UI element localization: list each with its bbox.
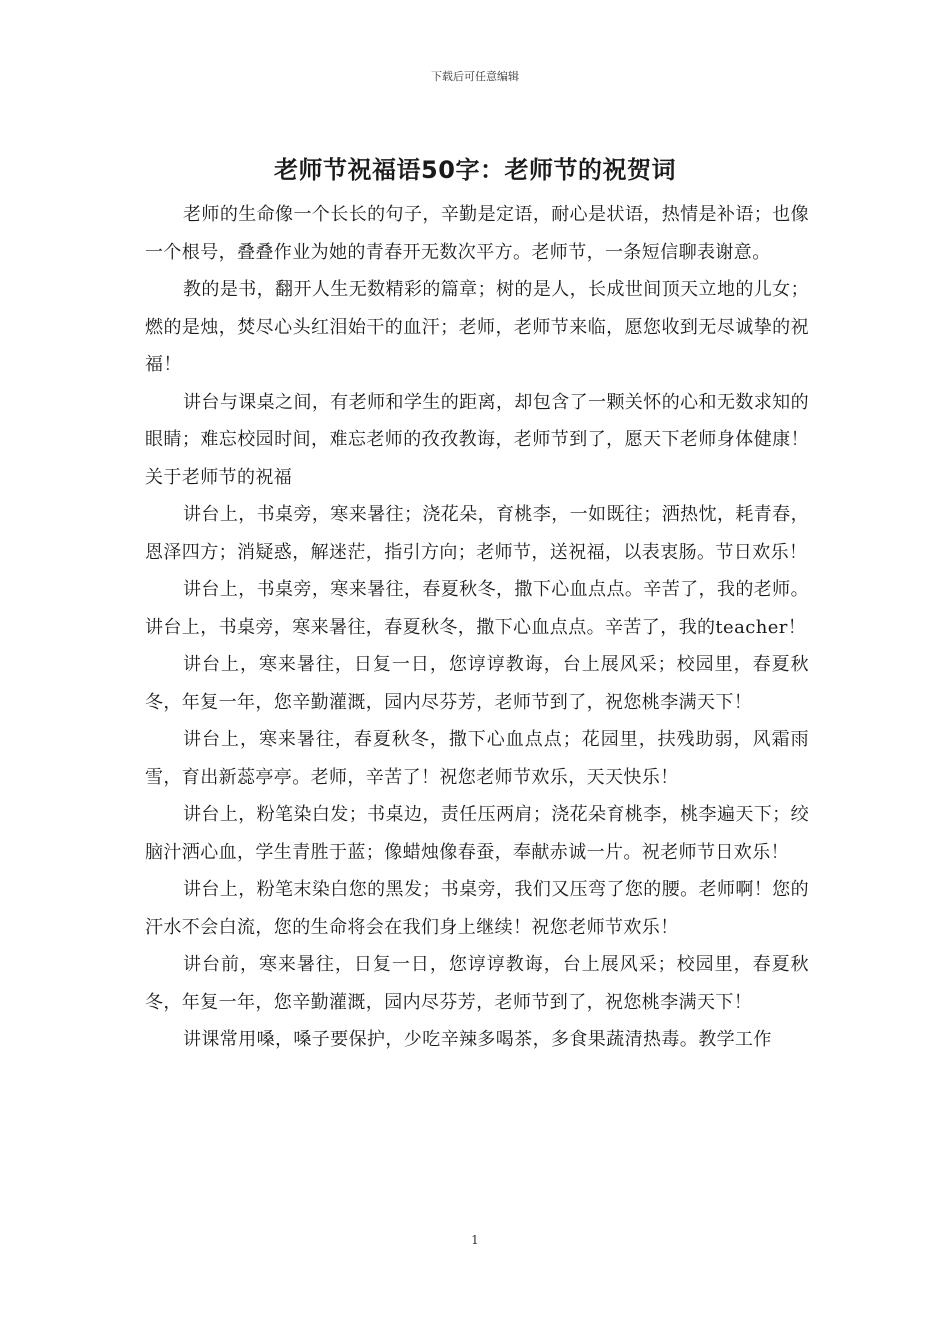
document-body [145,196,809,1059]
header-note: 下载后可任意编辑 [431,70,519,83]
paragraph: 讲台上，寒来暑往，春夏秋冬，撒下心血点点；花园里，扶残助弱，风霜雨雪，育出新蕊亭亭。老师，辛苦了！祝您老师节欢乐，天天快乐！ [145,729,809,788]
paragraph: 讲课常用嗓，嗓子要保护，少吃辛辣多喝茶，多食果蔬清热毒。教学工作 [183,1029,772,1050]
page-number: 1 [471,1233,479,1247]
paragraph: 老师的生命像一个长长的句子，辛勤是定语，耐心是状语，热情是补语；也像一个根号，叠叠作业为她的青春开无数次平方。老师节，一条短信聊表谢意。 [145,204,809,263]
paragraph: 讲台上，粉笔末染白您的黑发；书桌旁，我们又压弯了您的腰。老师啊！您的汗水不会白流，您的生命将会在我们身上继续！祝您老师节欢乐！ [145,879,809,938]
paragraph: 讲台上，寒来暑往，日复一日，您谆谆教诲，台上展风采；校园里，春夏秋冬，年复一年，您辛勤灌溉，园内尽芬芳，老师节到了，祝您桃李满天下！ [145,654,809,713]
paragraph: 教的是书，翻开人生无数精彩的篇章；树的是人，长成世间顶天立地的儿女；燃的是烛，焚尽心头红泪始干的血汗；老师，老师节来临，愿您收到无尽诚挚的祝福！ [145,279,809,375]
paragraph: 讲台与课桌之间，有老师和学生的距离，却包含了一颗关怀的心和无数求知的眼睛；难忘校园时间，难忘老师的孜孜教诲，老师节到了，愿天下老师身体健康！关于老师节的祝福 [145,391,809,488]
paragraph: 讲台前，寒来暑往，日复一日，您谆谆教诲，台上展风采；校园里，春夏秋冬，年复一年，您辛勤灌溉，园内尽芬芳，老师节到了，祝您桃李满天下！ [145,954,809,1013]
paragraph: 讲台上，书桌旁，寒来暑往；浇花朵，育桃李，一如既往；洒热忱，耗青春，恩泽四方；消疑惑，解迷茫，指引方向；老师节，送祝福，以表衷肠。节日欢乐！ [145,504,809,563]
paragraph: 讲台上，粉笔染白发；书桌边，责任压两肩；浇花朵育桃李，桃李遍天下；绞脑汁洒心血，学生青胜于蓝；像蜡烛像春蚕，奉献赤诚一片。祝老师节日欢乐！ [145,804,809,863]
paragraph: 讲台上，书桌旁，寒来暑往，春夏秋冬，撒下心血点点。辛苦了，我的老师。讲台上，书桌旁，寒来暑往，春夏秋冬，撒下心血点点。辛苦了，我的teacher！ [145,579,809,638]
document-title: 老师节祝福语50字：老师节的祝贺词 [274,156,676,184]
